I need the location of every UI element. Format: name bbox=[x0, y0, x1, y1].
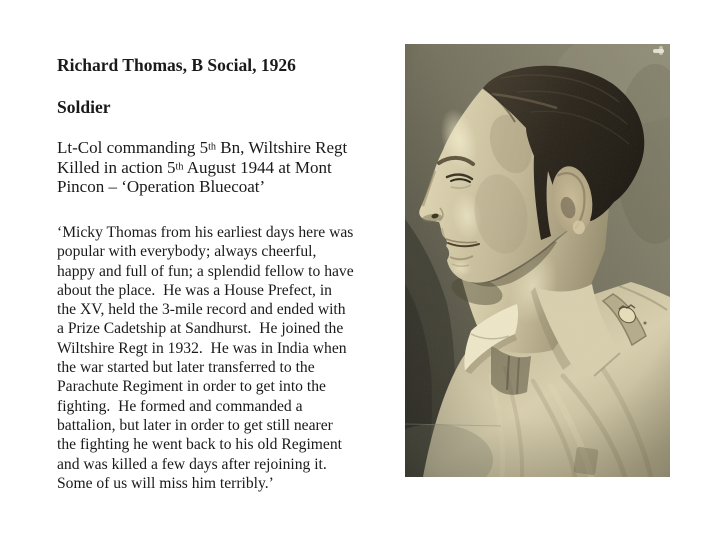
text-line: and was killed a few days after rejoining it. bbox=[57, 455, 327, 473]
portrait-svg bbox=[405, 44, 670, 477]
text-line: the XV, held the 3-mile record and ended with bbox=[57, 301, 346, 319]
photo-vignette-overlay bbox=[405, 44, 670, 477]
page-title: Richard Thomas, B Social, 1926 bbox=[57, 55, 296, 75]
text-line: popular with everybody; always cheerful, bbox=[57, 243, 317, 261]
text-line: the fighting he went back to his old Regiment bbox=[57, 436, 342, 454]
text-line: battalion, but later in order to get still nearer bbox=[57, 416, 333, 434]
text-line: a Prize Cadetship at Sandhurst. He joined the bbox=[57, 320, 344, 338]
text-line: Killed in action 5th August 1944 at Mont bbox=[57, 157, 332, 177]
portrait-photo bbox=[405, 44, 670, 477]
text-line: Parachute Regiment in order to get into the bbox=[57, 378, 326, 396]
text-line: Pincon – ‘Operation Bluecoat’ bbox=[57, 177, 266, 196]
text-line: Lt-Col commanding 5th Bn, Wiltshire Regt bbox=[57, 138, 348, 157]
text-line: fighting. He formed and commanded a bbox=[57, 397, 303, 415]
text-line: happy and full of fun; a splendid fellow to have bbox=[57, 262, 354, 280]
text-line: the war started but later transferred to the bbox=[57, 359, 315, 377]
text-line: Some of us will miss him terribly.’ bbox=[57, 474, 274, 492]
quote-text bbox=[57, 223, 354, 493]
role-text bbox=[57, 138, 347, 197]
text-line: ‘Micky Thomas from his earliest days here was bbox=[57, 224, 354, 241]
text-line: Wiltshire Regt in 1932. He was in India when bbox=[57, 339, 347, 357]
text-line: about the place. He was a House Prefect, in bbox=[57, 281, 332, 299]
subtitle: Soldier bbox=[57, 97, 111, 117]
